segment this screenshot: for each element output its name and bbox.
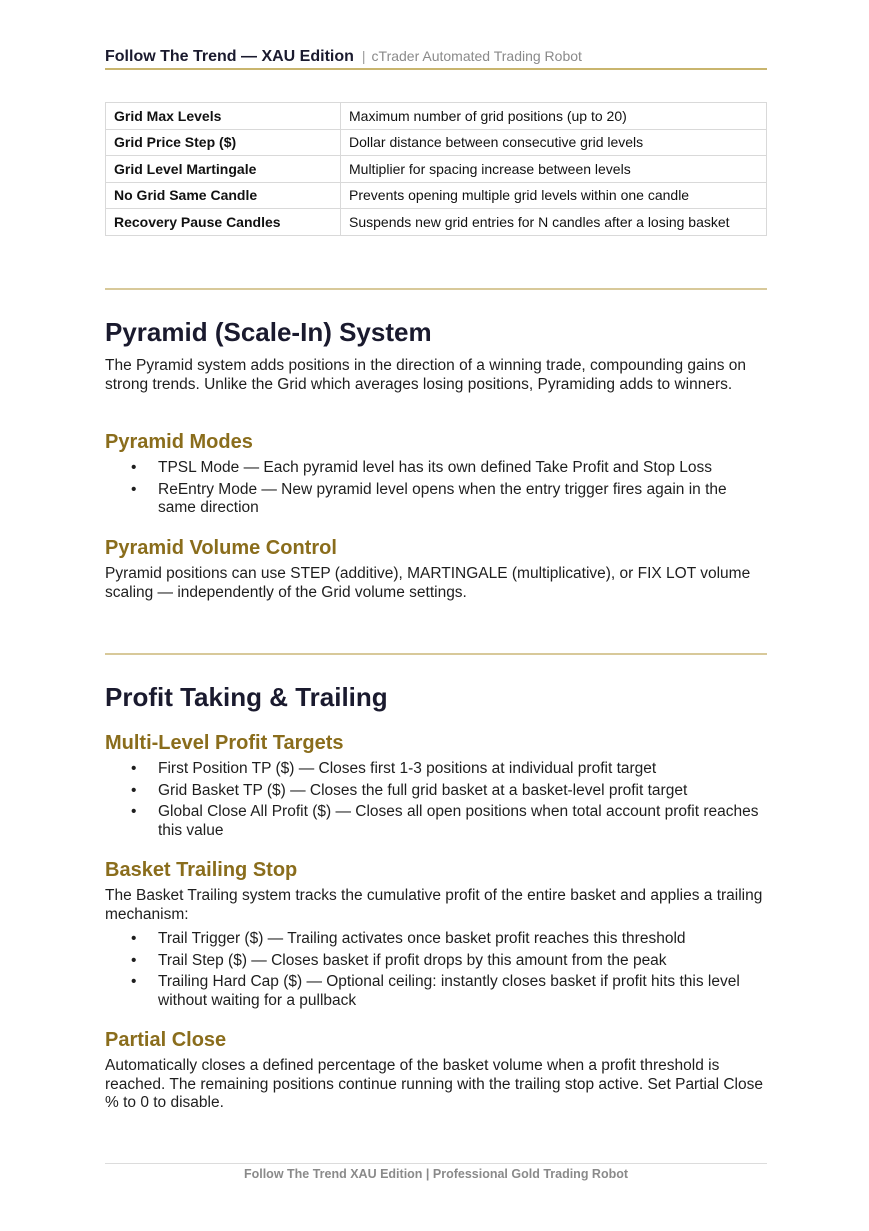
list-item: • TPSL Mode — Each pyramid level has its own defined Take Profit and Stop Loss: [131, 459, 712, 476]
subsection-title-profit-targets: Multi-Level Profit Targets: [105, 732, 344, 754]
section-divider: [105, 288, 767, 290]
pyramid-volume-text: Pyramid positions can use STEP (additive), MARTINGALE (multiplicative), or FIX LOT volume scaling — independently of the Grid volume settings.: [105, 565, 751, 601]
header-subtitle: cTrader Automated Trading Robot: [371, 48, 582, 64]
table-row: [106, 156, 767, 183]
param-name: Grid Level Martingale: [106, 156, 341, 183]
bullet: •: [131, 760, 137, 777]
basket-trailing-intro: The Basket Trailing system tracks the cumulative profit of the entire basket and applies a trailing mechanism:: [105, 887, 763, 923]
pyramid-modes-list: [105, 459, 767, 521]
list-item: • Trail Step ($) — Closes basket if profit drops by this amount from the peak: [131, 951, 667, 969]
subsection-title-basket-trailing: Basket Trailing Stop: [105, 859, 298, 881]
list-item: • Grid Basket TP ($) — Closes the full grid basket at a basket-level profit target: [131, 781, 688, 799]
grid-parameters-table: [105, 102, 767, 236]
header-separator: |: [361, 48, 366, 64]
table-row: [106, 209, 767, 236]
subsection-title-pyramid-modes: Pyramid Modes: [105, 431, 253, 453]
bullet: •: [131, 973, 137, 990]
partial-close-text: Automatically closes a defined percentage of the basket volume when a profit threshold is reached. The remaining positions continue running with the trailing stop active. Set Partial Close % to 0 to disable.: [105, 1057, 763, 1112]
bullet: •: [131, 480, 137, 498]
param-name: No Grid Same Candle: [106, 182, 341, 209]
basket-trailing-list: [105, 930, 767, 1013]
section-divider: [105, 653, 767, 655]
list-item: • Trailing Hard Cap ($) — Optional ceiling: instantly closes basket if profit hits this level without waiting for a pullback: [131, 973, 740, 1009]
page-footer: Follow The Trend XAU Edition | Professional Gold Trading Robot: [105, 1163, 767, 1181]
profit-targets-list: [105, 760, 767, 843]
param-description: Dollar distance between consecutive grid levels: [341, 129, 767, 156]
param-name: Recovery Pause Candles: [106, 209, 341, 236]
param-description: Maximum number of grid positions (up to 20): [341, 103, 767, 130]
param-name: Grid Max Levels: [106, 103, 341, 130]
bullet: •: [131, 781, 137, 799]
param-description: Prevents opening multiple grid levels within one candle: [341, 182, 767, 209]
pyramid-intro: The Pyramid system adds positions in the direction of a winning trade, compounding gains on strong trends. Unlike the Grid which averages losing positions, Pyramiding adds to winners.: [105, 357, 747, 393]
section-title-pyramid: Pyramid (Scale-In) System: [105, 317, 432, 347]
page-header: [105, 48, 767, 70]
bullet: •: [131, 930, 137, 947]
param-description: Suspends new grid entries for N candles after a losing basket: [341, 209, 767, 236]
param-name: Grid Price Step ($): [106, 129, 341, 156]
table-row: [106, 129, 767, 156]
header-title: Follow The Trend — XAU Edition: [105, 48, 354, 65]
table-row: [106, 103, 767, 130]
list-item: • First Position TP ($) — Closes first 1-3 positions at individual profit target: [131, 760, 657, 777]
list-item: • Trail Trigger ($) — Trailing activates once basket profit reaches this threshold: [131, 930, 686, 947]
bullet: •: [131, 459, 137, 476]
list-item: • ReEntry Mode — New pyramid level opens when the entry trigger fires again in the same direction: [131, 480, 727, 517]
subsection-title-pyramid-volume: Pyramid Volume Control: [105, 537, 337, 559]
list-item: • Global Close All Profit ($) — Closes all open positions when total account profit reaches this value: [131, 803, 759, 839]
bullet: •: [131, 951, 137, 969]
table-row: [106, 182, 767, 209]
bullet: •: [131, 803, 137, 820]
subsection-title-partial-close: Partial Close: [105, 1029, 227, 1051]
section-title-profit: Profit Taking & Trailing: [105, 682, 388, 712]
param-description: Multiplier for spacing increase between levels: [341, 156, 767, 183]
